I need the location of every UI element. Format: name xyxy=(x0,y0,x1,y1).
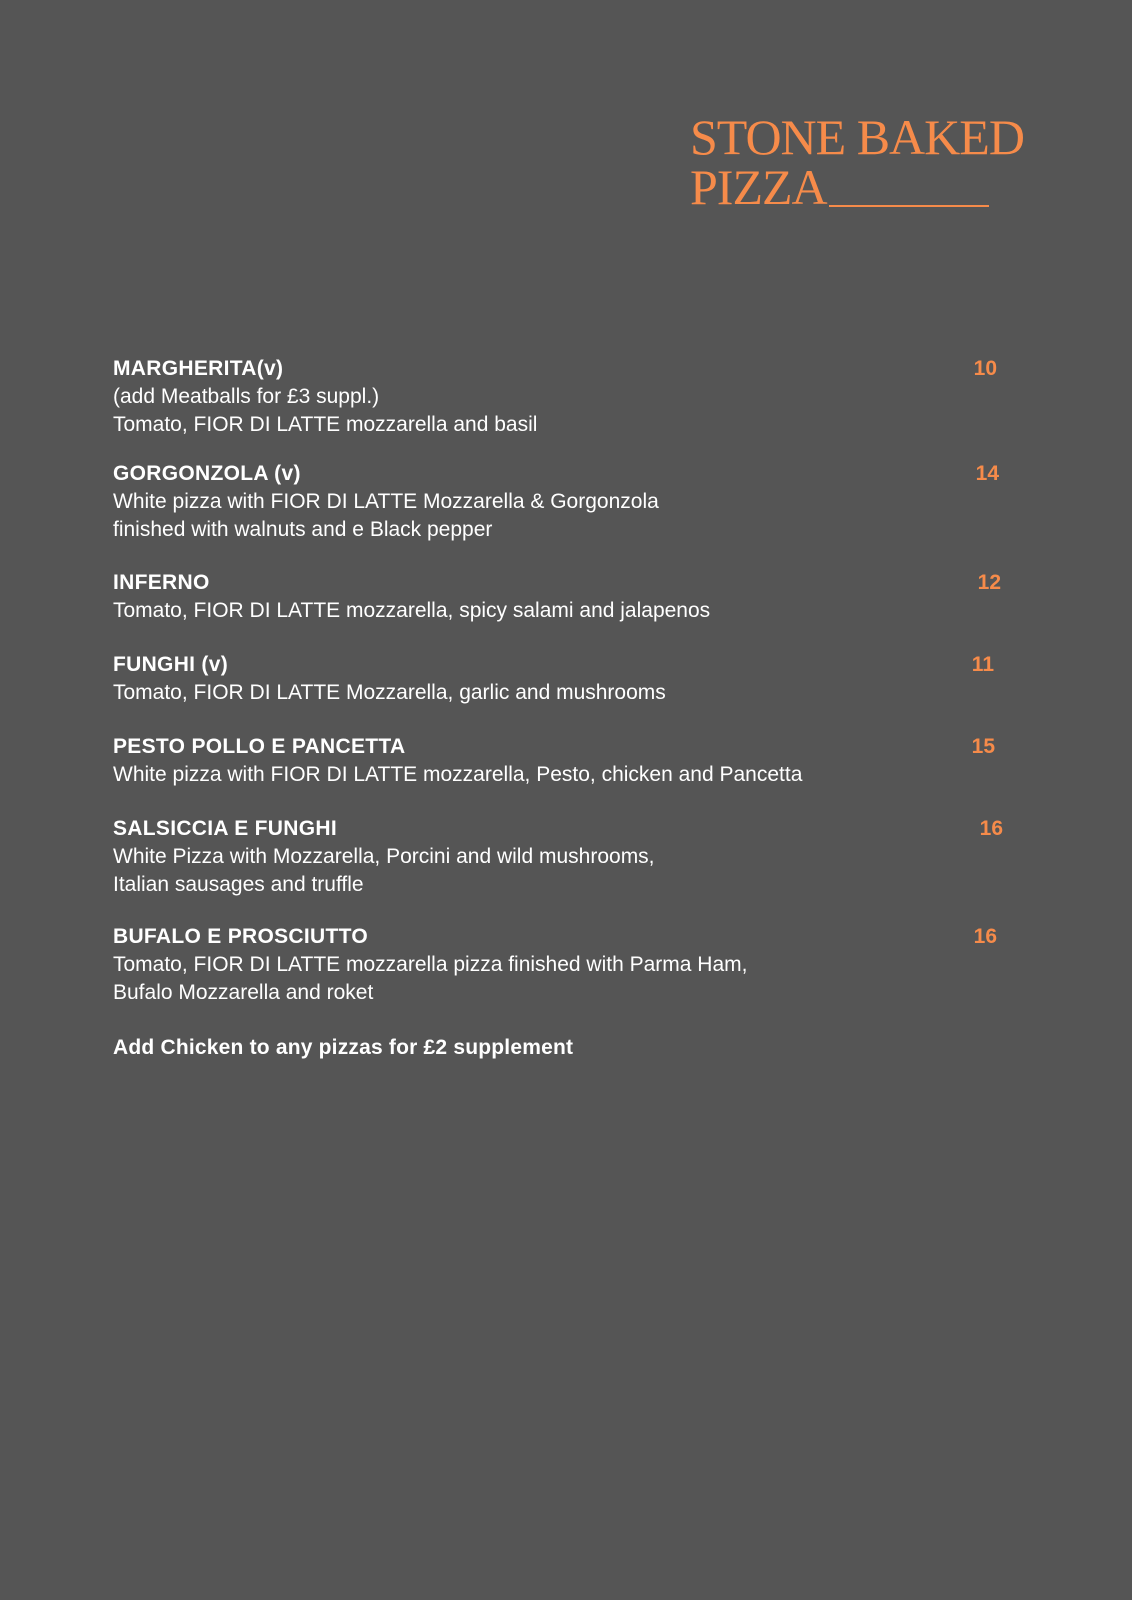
item-description-line: Tomato, FIOR DI LATTE Mozzarella, garlic and mushrooms xyxy=(113,681,666,704)
item-name: PESTO POLLO E PANCETTA xyxy=(113,735,406,758)
supplement-note: Add Chicken to any pizzas for £2 supplement xyxy=(113,1036,574,1059)
item-name: MARGHERITA(v) xyxy=(113,357,284,380)
item-price: 16 xyxy=(979,817,1003,840)
item-description-line: White Pizza with Mozzarella, Porcini and wild mushrooms, xyxy=(113,845,655,868)
item-name: SALSICCIA E FUNGHI xyxy=(113,817,337,840)
title-line-2-wrapper xyxy=(690,159,1090,215)
item-price: 10 xyxy=(973,357,997,380)
item-price: 16 xyxy=(973,925,997,948)
menu-item-inferno xyxy=(113,569,1013,651)
item-name: INFERNO xyxy=(113,571,210,594)
item-description-line: Italian sausages and truffle xyxy=(113,873,364,896)
item-description-line: Tomato, FIOR DI LATTE mozzarella and basil xyxy=(113,413,538,436)
item-description-line: Tomato, FIOR DI LATTE mozzarella, spicy salami and jalapenos xyxy=(113,599,711,622)
title-line-2: PIZZA xyxy=(690,159,827,215)
page-title xyxy=(690,109,1090,215)
menu-item-salsiccia-e-funghi xyxy=(113,815,1013,923)
item-description-line: (add Meatballs for £3 suppl.) xyxy=(113,385,380,408)
item-description-line: White pizza with FIOR DI LATTE Mozzarella & Gorgonzola xyxy=(113,490,659,513)
item-name: FUNGHI (v) xyxy=(113,653,228,676)
menu-list xyxy=(113,355,1013,1033)
item-price: 12 xyxy=(977,571,1001,594)
menu-item-funghi xyxy=(113,651,1013,733)
item-name: GORGONZOLA (v) xyxy=(113,462,301,485)
item-price: 14 xyxy=(975,462,999,485)
menu-item-bufalo-e-prosciutto xyxy=(113,923,1013,1033)
title-underline-rule xyxy=(829,205,989,207)
title-line-1: STONE BAKED xyxy=(690,109,1024,165)
menu-item-gorgonzola xyxy=(113,460,1013,569)
menu-item-pesto-pollo-e-pancetta xyxy=(113,733,1013,815)
item-description-line: Tomato, FIOR DI LATTE mozzarella pizza finished with Parma Ham, xyxy=(113,953,748,976)
menu-item-margherita xyxy=(113,355,1013,460)
item-price: 15 xyxy=(971,735,995,758)
item-description-line: Bufalo Mozzarella and roket xyxy=(113,981,374,1004)
item-description-line: White pizza with FIOR DI LATTE mozzarella, Pesto, chicken and Pancetta xyxy=(113,763,803,786)
item-price: 11 xyxy=(971,653,994,676)
item-description-line: finished with walnuts and e Black pepper xyxy=(113,518,493,541)
item-name: BUFALO E PROSCIUTTO xyxy=(113,925,368,948)
